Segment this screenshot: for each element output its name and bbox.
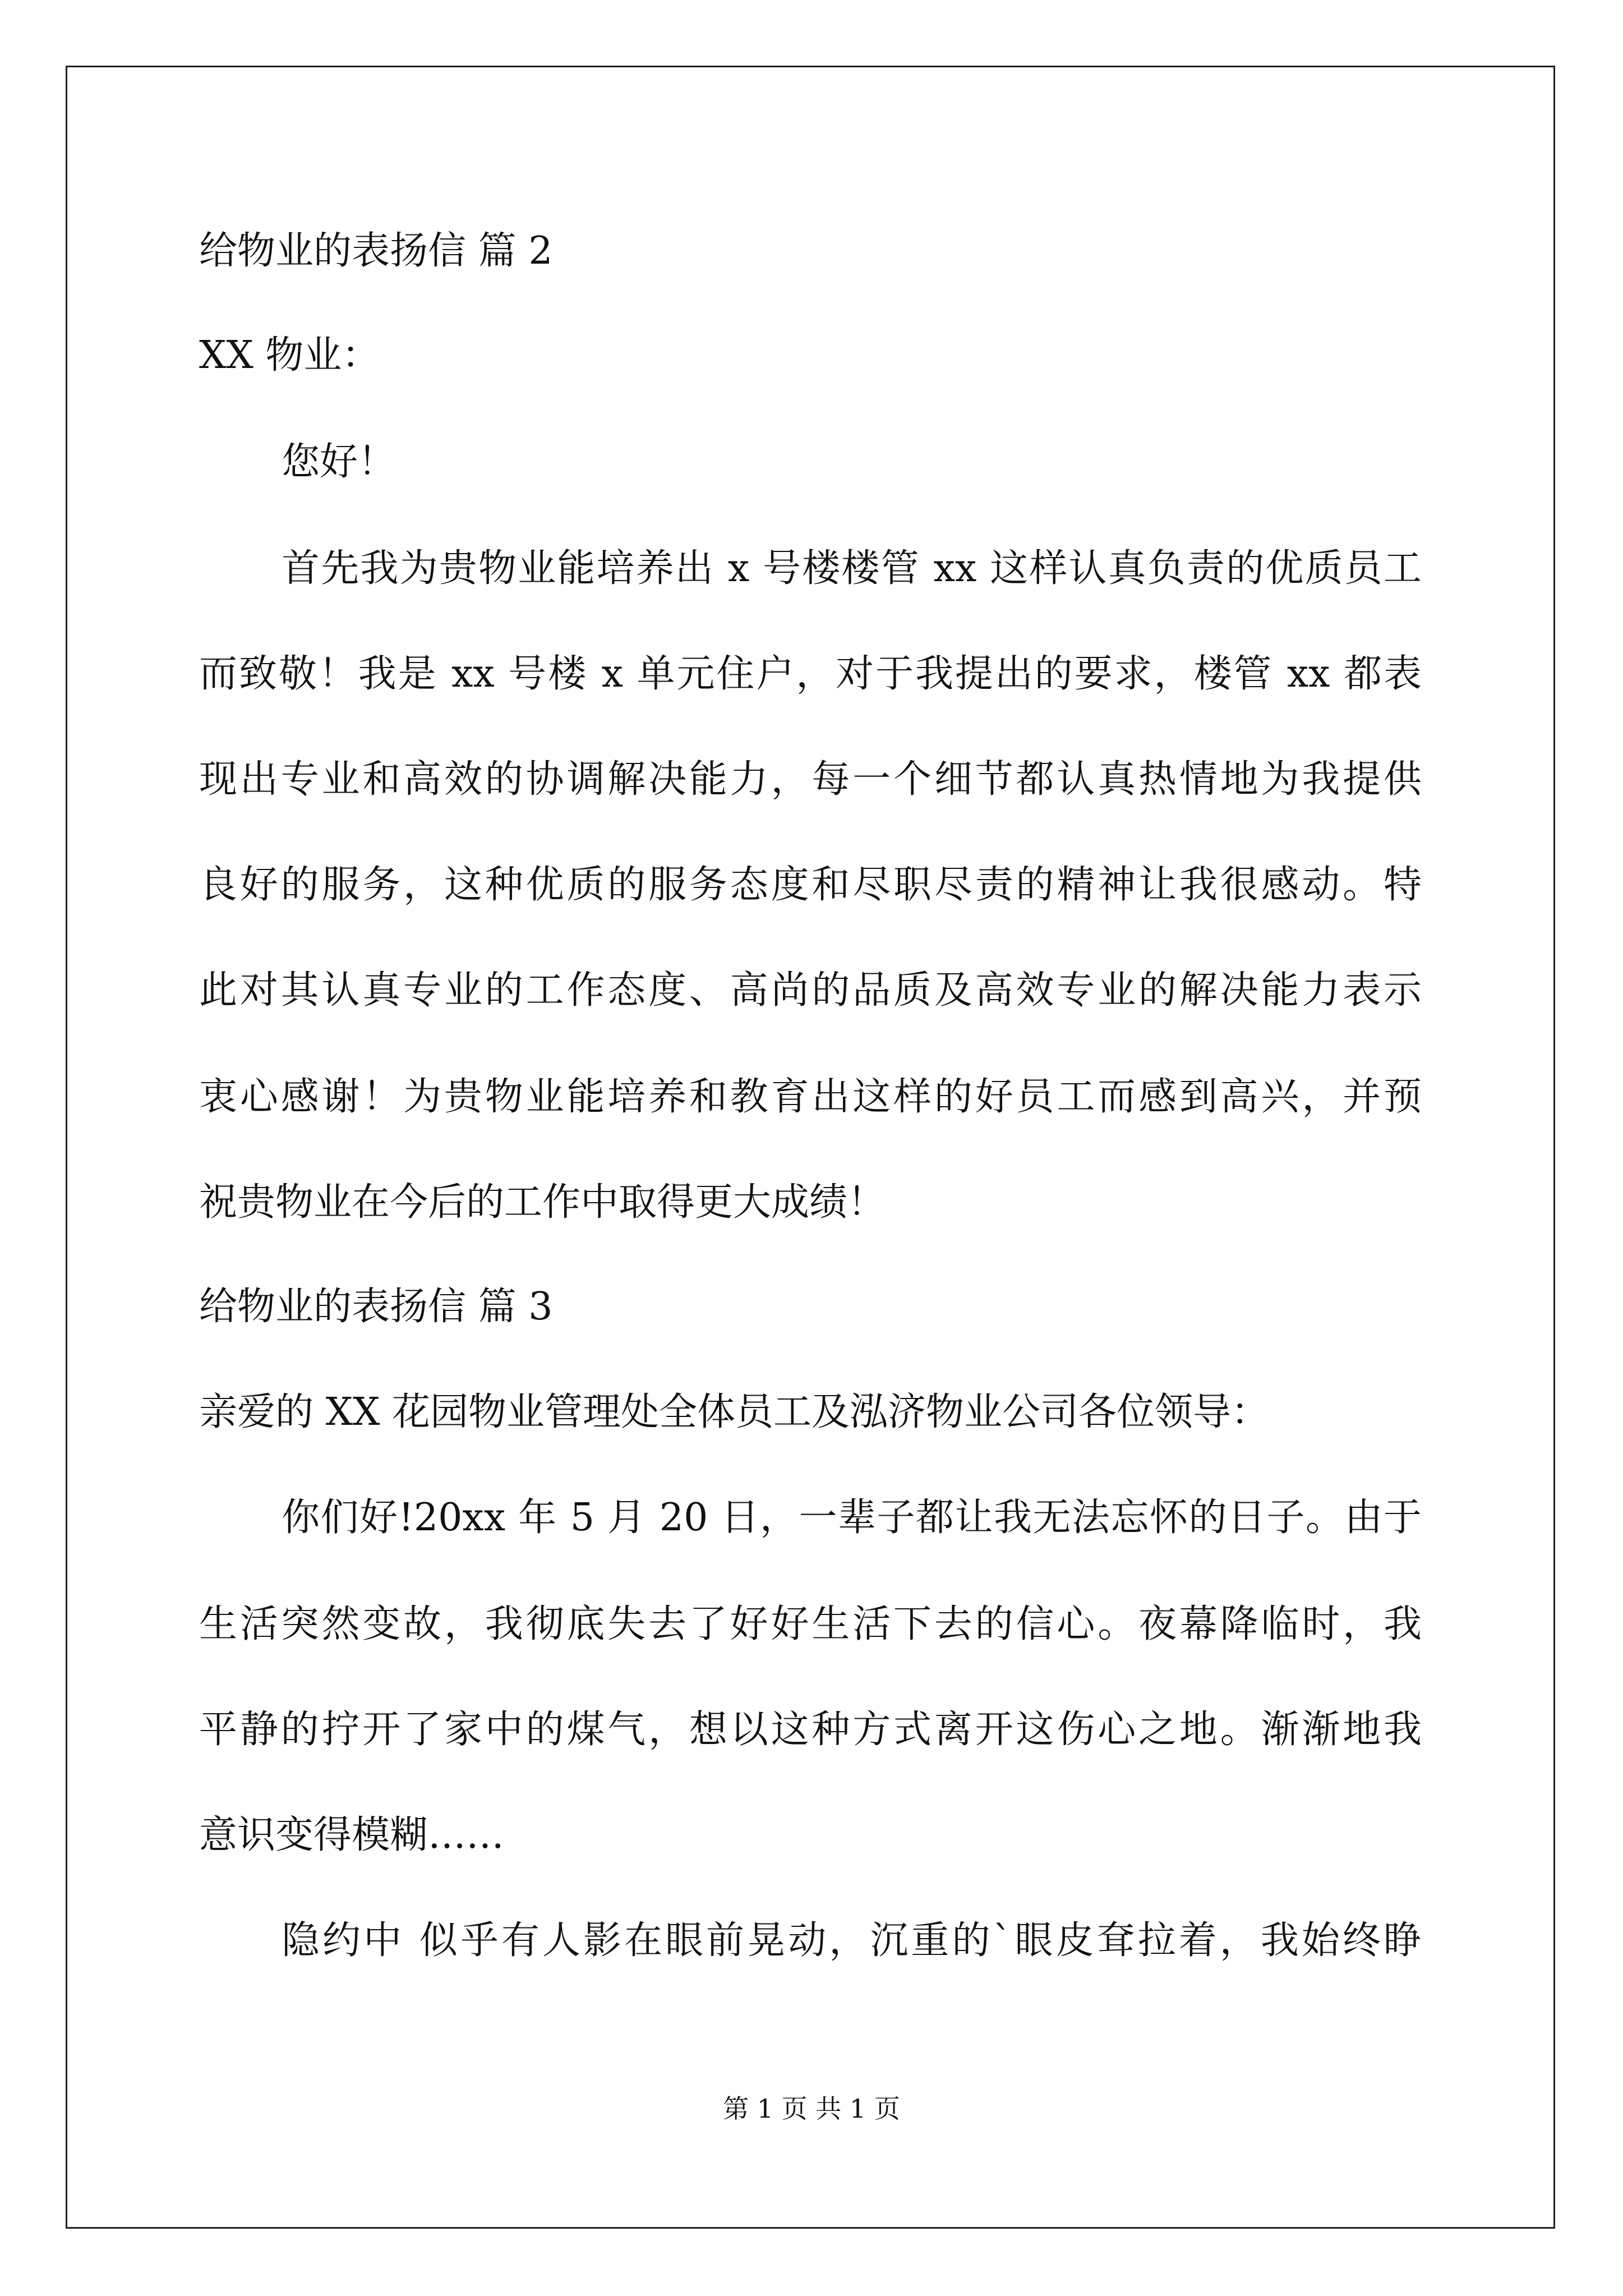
body-line: 隐约中 似乎有人影在眼前晃动，沉重的`眼皮耷拉着，我始终睁 [282, 1918, 1422, 1963]
salutation: XX 物业： [199, 333, 380, 378]
body-line: 意识变得模糊…… [199, 1813, 505, 1857]
body-line: 现出专业和高效的协调解决能力，每一个细节都认真热情地为我提供 [199, 757, 1422, 802]
body-line: 良好的服务，这种优质的服务态度和尽职尽责的精神让我很感动。特 [199, 863, 1422, 907]
salutation: 亲爱的 XX 花园物业管理处全体员工及泓济物业公司各位领导： [199, 1390, 1270, 1434]
body-line: 祝贵物业在今后的工作中取得更大成绩！ [199, 1180, 886, 1225]
body-line: 平静的拧开了家中的煤气，想以这种方式离开这伤心之地。渐渐地我 [199, 1708, 1422, 1752]
body-line: 此对其认真专业的工作态度、高尚的品质及高效专业的解决能力表示 [199, 968, 1422, 1013]
heading-letter-3: 给物业的表扬信 篇 3 [199, 1285, 553, 1329]
body-line: 你们好!20xx 年 5 月 20 日，一辈子都让我无法忘怀的日子。由于 [282, 1496, 1422, 1540]
greeting: 您好！ [282, 440, 396, 484]
body-line: 而致敬！我是 xx 号楼 x 单元住户，对于我提出的要求，楼管 xx 都表 [199, 652, 1422, 696]
body-line: 首先我为贵物业能培养出 x 号楼楼管 xx 这样认真负责的优质员工 [282, 546, 1422, 591]
body-line: 衷心感谢！为贵物业能培养和教育出这样的好员工而感到高兴，并预 [199, 1075, 1422, 1119]
page-border [66, 66, 1555, 2229]
heading-letter-2: 给物业的表扬信 篇 2 [199, 229, 553, 273]
body-line: 生活突然变故，我彻底失去了好好生活下去的信心。夜幕降临时，我 [199, 1602, 1422, 1646]
page-number-footer: 第 1 页 共 1 页 [723, 2093, 900, 2124]
